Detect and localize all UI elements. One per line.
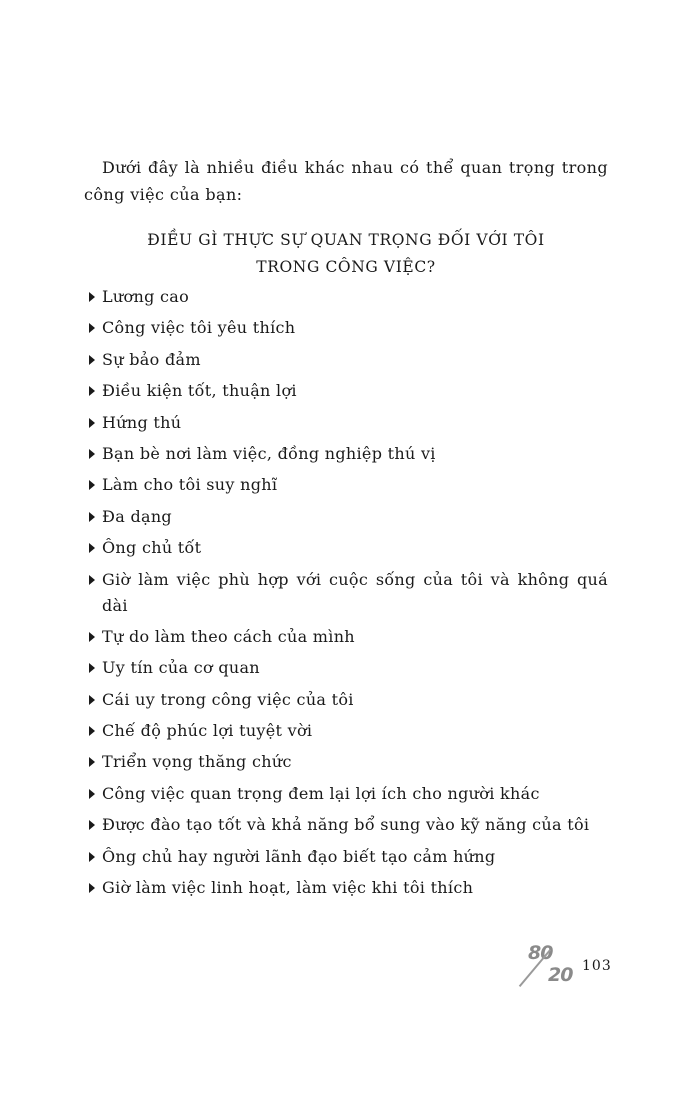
triangle-right-icon bbox=[89, 575, 95, 585]
triangle-right-icon bbox=[89, 695, 95, 705]
list-item bbox=[86, 441, 608, 467]
list-item-text: Sự bảo đảm bbox=[102, 349, 201, 369]
list-item-text: Cái uy trong công việc của tôi bbox=[102, 689, 354, 709]
list-item-text: Giờ làm việc phù hợp với cuộc sống của tôi và không quá dài bbox=[102, 569, 608, 615]
list-item-text: Điều kiện tốt, thuận lợi bbox=[102, 381, 297, 401]
triangle-right-icon bbox=[89, 512, 95, 522]
list-item bbox=[86, 812, 608, 838]
triangle-right-icon bbox=[89, 418, 95, 428]
section-heading bbox=[84, 227, 608, 281]
list-item-text: Giờ làm việc linh hoạt, làm việc khi tôi thích bbox=[102, 878, 474, 898]
triangle-right-icon bbox=[89, 663, 95, 673]
list-item bbox=[86, 781, 608, 807]
list-item bbox=[86, 687, 608, 713]
list-item bbox=[86, 347, 608, 373]
list-item-text: Công việc quan trọng đem lại lợi ích cho người khác bbox=[102, 783, 540, 803]
list-item-text: Lương cao bbox=[102, 287, 190, 306]
triangle-right-icon bbox=[89, 757, 95, 767]
list-item bbox=[86, 284, 608, 310]
list-item-text: Đa dạng bbox=[102, 506, 172, 526]
list-item-text: Làm cho tôi suy nghĩ bbox=[102, 475, 278, 495]
list-item bbox=[86, 567, 608, 619]
list-item bbox=[86, 535, 608, 561]
triangle-right-icon bbox=[89, 883, 95, 893]
triangle-right-icon bbox=[89, 355, 95, 365]
list-item bbox=[86, 410, 608, 436]
list-item bbox=[86, 504, 608, 530]
list-item-text: Chế độ phúc lợi tuyệt vời bbox=[102, 721, 313, 741]
triangle-right-icon bbox=[89, 820, 95, 830]
triangle-right-icon bbox=[89, 292, 95, 302]
triangle-right-icon bbox=[89, 726, 95, 736]
triangle-right-icon bbox=[89, 323, 95, 333]
triangle-right-icon bbox=[89, 789, 95, 799]
heading-line-2: TRONG CÔNG VIỆC? bbox=[256, 258, 436, 276]
list-item bbox=[86, 315, 608, 341]
list-item-text: Ông chủ tốt bbox=[102, 538, 202, 558]
list-item bbox=[86, 844, 608, 870]
triangle-right-icon bbox=[89, 632, 95, 642]
list-item bbox=[86, 655, 608, 681]
list-item-text: Tự do làm theo cách của mình bbox=[102, 626, 355, 646]
list-item bbox=[86, 875, 608, 901]
heading-line-1: ĐIỀU GÌ THỰC SỰ QUAN TRỌNG ĐỐI VỚI TÔI bbox=[147, 231, 545, 249]
triangle-right-icon bbox=[89, 480, 95, 490]
list-item bbox=[86, 718, 608, 744]
list-item-text: Ông chủ hay người lãnh đạo biết tạo cảm hứng bbox=[102, 846, 496, 866]
logo-numerator: 80 bbox=[528, 942, 553, 964]
list-item-text: Bạn bè nơi làm việc, đồng nghiệp thú vị bbox=[102, 443, 436, 463]
triangle-right-icon bbox=[89, 852, 95, 862]
triangle-right-icon bbox=[89, 386, 95, 396]
list-item bbox=[86, 749, 608, 775]
list-item bbox=[86, 624, 608, 650]
list-item-text: Uy tín của cơ quan bbox=[102, 658, 260, 678]
triangle-right-icon bbox=[89, 543, 95, 553]
list-item-text: Được đào tạo tốt và khả năng bổ sung vào kỹ năng của tôi bbox=[102, 815, 590, 835]
list-item-text: Triển vọng thăng chức bbox=[102, 752, 292, 772]
priorities-list bbox=[86, 284, 608, 906]
list-item bbox=[86, 472, 608, 498]
list-item-text: Công việc tôi yêu thích bbox=[102, 318, 296, 338]
list-item bbox=[86, 378, 608, 404]
page-footer bbox=[526, 940, 626, 990]
logo-denominator: 20 bbox=[548, 964, 573, 986]
book-logo bbox=[526, 940, 578, 990]
triangle-right-icon bbox=[89, 449, 95, 459]
list-item-text: Hứng thú bbox=[102, 412, 182, 432]
intro-paragraph: Dưới đây là nhiều điều khác nhau có thể quan trọng trong công việc của bạn: bbox=[84, 158, 608, 204]
page-number: 103 bbox=[582, 958, 612, 974]
